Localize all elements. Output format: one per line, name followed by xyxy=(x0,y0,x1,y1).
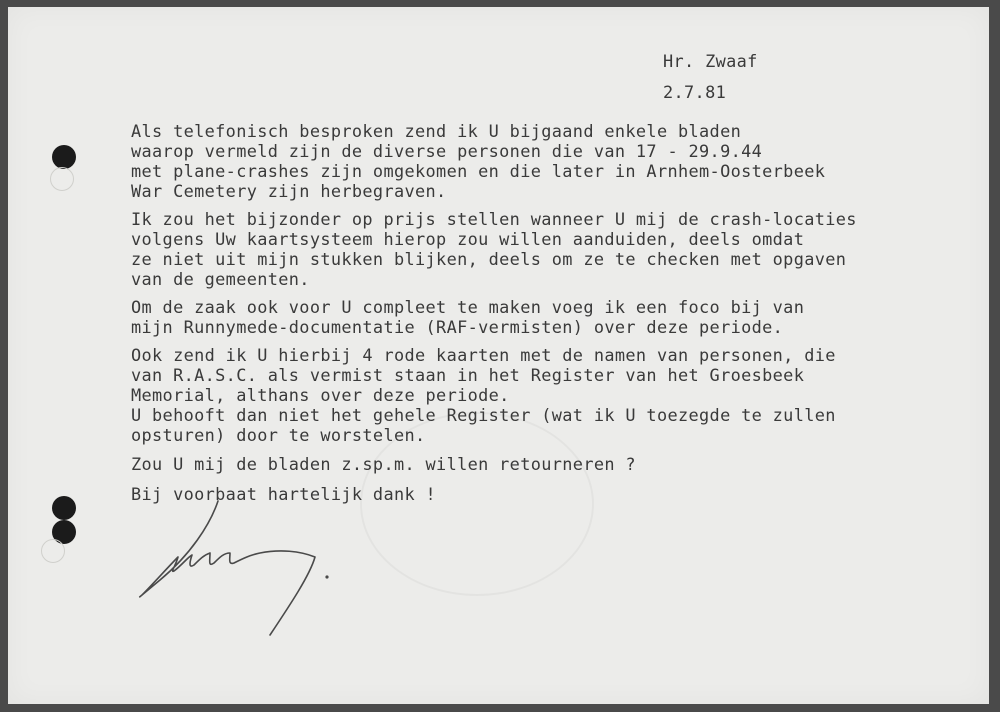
letter-line: Bij voorbaat hartelijk dank ! xyxy=(131,484,437,504)
punch-hole-shadow-bottom xyxy=(41,539,65,563)
punch-hole-top xyxy=(52,145,76,169)
letter-line: War Cemetery zijn herbegraven. xyxy=(131,181,447,201)
letter-line: van de gemeenten. xyxy=(131,269,310,289)
letter-line: Ook zend ik U hierbij 4 rode kaarten met de namen van personen, die xyxy=(131,345,836,365)
letter-date: 2.7.81 xyxy=(663,82,727,102)
letter-line: Ik zou het bijzonder op prijs stellen wanneer U mij de crash-locaties xyxy=(131,209,857,229)
letter-line: Zou U mij de bladen z.sp.m. willen retourneren ? xyxy=(131,454,636,474)
letter-line: van R.A.S.C. als vermist staan in het Register van het Groesbeek xyxy=(131,365,805,385)
handwritten-signature xyxy=(130,495,340,645)
letter-line: waarop vermeld zijn de diverse personen die van 17 - 29.9.44 xyxy=(131,141,763,161)
recipient-name: Hr. Zwaaf xyxy=(663,51,758,71)
letter-line: met plane-crashes zijn omgekomen en die later in Arnhem-Oosterbeek xyxy=(131,161,826,181)
letter-line: mijn Runnymede-documentatie (RAF-vermisten) over deze periode. xyxy=(131,317,784,337)
letter-line: opsturen) door te worstelen. xyxy=(131,425,426,445)
punch-hole-bottom-upper xyxy=(52,496,76,520)
letter-line: Om de zaak ook voor U compleet te maken voeg ik een foco bij van xyxy=(131,297,805,317)
letter-line: volgens Uw kaartsysteem hierop zou willen aanduiden, deels omdat xyxy=(131,229,805,249)
letter-line: U behooft dan niet het gehele Register (wat ik U toezegde te zullen xyxy=(131,405,836,425)
letter-line: ze niet uit mijn stukken blijken, deels om ze te checken met opgaven xyxy=(131,249,847,269)
punch-hole-shadow-top xyxy=(50,167,74,191)
letter-line: Als telefonisch besproken zend ik U bijgaand enkele bladen xyxy=(131,121,742,141)
letter-line: Memorial, althans over deze periode. xyxy=(131,385,510,405)
